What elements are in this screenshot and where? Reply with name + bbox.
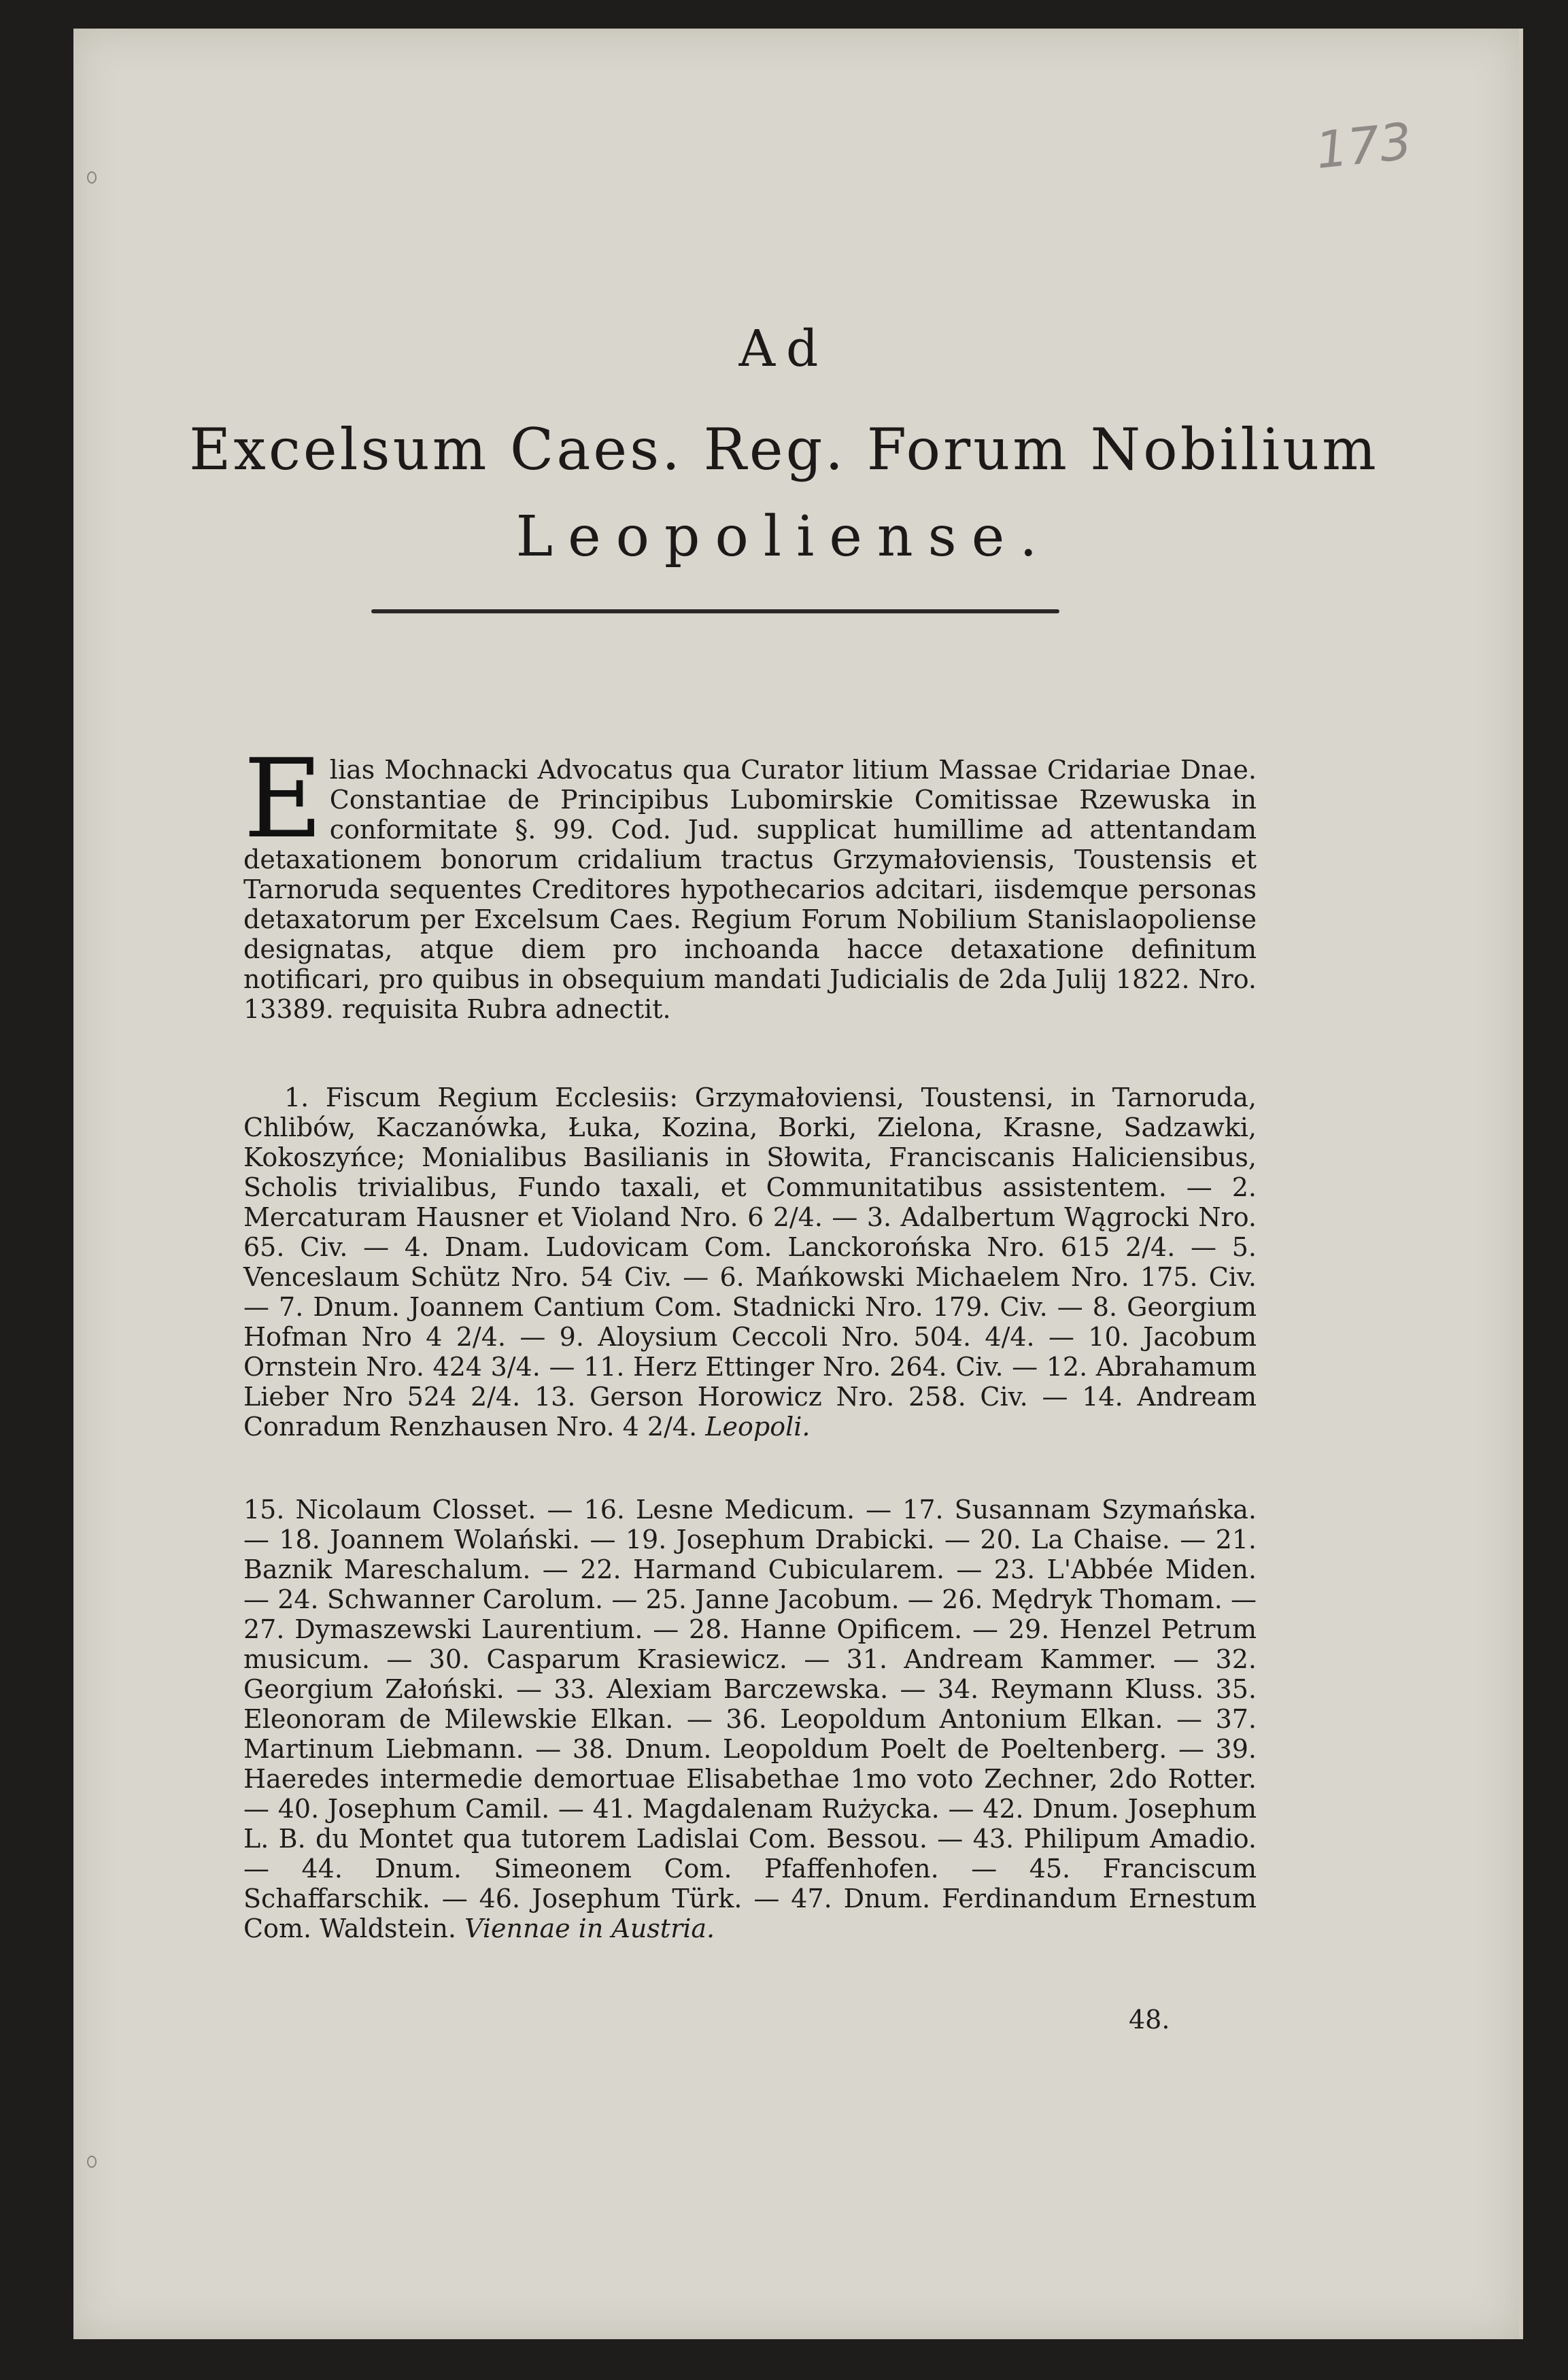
- title-line-1: Ad: [738, 320, 830, 378]
- creditor-list-text: 15. Nicolaum Closset. — 16. Lesne Medicum. — 17. Susannam Szymańska. — 18. Joannem Wolański. — 19. Josephum Drabicki. — 20. La Chaise. — 21. Baznik Mareschalum. — 22. Harmand Cubicularem. — 23. L'Abbée Miden. — 24. Schwanner Carolum. — 25. Janne Jacobum. — 26. Mędryk Thomam. — 27. Dymaszewski Laurentium. — 28. Hanne Opificem. — 29. Henzel Petrum musicum. — 30. Casparum Krasiewicz. — 31. Andream Kammer. — 32. Georgium Załoński. — 33. Alexiam Barczewska. — 34. Reymann Kluss. 35. Eleonoram de Milewskie Elkan. — 36. Leopoldum Antonium Elkan. — 37. Martinum Liebmann. — 38. Dnum. Leopoldum Poelt de Poeltenberg. — 39. Haeredes intermedie demortuae Elisabethae 1mo voto Zechner, 2do Rotter. — 40. Josephum Camil. — 41. Magdalenam Rużycka. — 42. Dnum. Josephum L. B. du Montet qua tutorem Ladislai Com. Bessou. — 43. Philipum Amadio. — 44. Dnum. Simeonem Com. Pfaffenhofen. — 45. Franciscum Schaffarschik. — 46. Josephum Türk. — 47. Dnum. Ferdinandum Ernestum Com. Waldstein.: [243, 1495, 1257, 1943]
- folio-number: 173: [1312, 112, 1415, 181]
- place-label: Leopoli.: [705, 1412, 811, 1442]
- creditor-list-vienna: [243, 1495, 1257, 1943]
- page-number: 48.: [1129, 2005, 1170, 2035]
- place-label: Viennae in Austria.: [464, 1914, 715, 1943]
- title-line-3: Leopoliense.: [515, 505, 1053, 569]
- creditor-list-leopoli: [243, 1083, 1257, 1442]
- binding-hole: [87, 171, 97, 184]
- intro-text: lias Mochnacki Advocatus qua Curator litium Massae Cridariae Dnae. Constantiae de Principibus Lubomirskie Comitissae Rzewuska in conformitate §. 99. Cod. Jud. supplicat humillime ad attentandam detaxationem bonorum cridalium tractus Grzymałoviensis, Toustensis et Tarnoruda sequentes Creditores hypothecarios adcitari, iisdemque personas detaxatorum per Excelsum Caes. Regium Forum Nobilium Stanislaopoliense designatas, atque diem pro inchoanda hacce detaxatione definitum notificari, pro quibus in obsequium mandati Judicialis de 2da Julij 1822. Nro. 13389. requisita Rubra adnectit.: [243, 755, 1257, 1024]
- title-divider: [371, 609, 1059, 613]
- title-line-2: Excelsum Caes. Reg. Forum Nobilium: [189, 416, 1379, 483]
- binding-hole: [87, 2156, 97, 2168]
- drop-cap: E: [243, 735, 323, 862]
- intro-paragraph: [243, 735, 1257, 1024]
- creditor-list-text: 1. Fiscum Regium Ecclesiis: Grzymałoviensi, Toustensi, in Tarnoruda, Chlibów, Kaczanówka, Łuka, Kozina, Borki, Zielona, Krasne, Sadzawki, Kokoszyńce; Monialibus Basilianis in Słowita, Franciscanis Haliciensibus, Scholis trivialibus, Fundo taxali, et Communitatibus assistentem. — 2. Mercaturam Hausner et Violand Nro. 6 2/4. — 3. Adalbertum Wągrocki Nro. 65. Civ. — 4. Dnam. Ludovicam Com. Lanckorońska Nro. 615 2/4. — 5. Venceslaum Schütz Nro. 54 Civ. — 6. Mańkowski Michaelem Nro. 175. Civ. — 7. Dnum. Joannem Cantium Com. Stadnicki Nro. 179. Civ. — 8. Georgium Hofman Nro 4 2/4. — 9. Aloysium Ceccoli Nro. 504. 4/4. — 10. Jacobum Ornstein Nro. 424 3/4. — 11. Herz Ettinger Nro. 264. Civ. — 12. Abrahamum Lieber Nro 524 2/4. 13. Gerson Horowicz Nro. 258. Civ. — 14. Andream Conradum Renzhausen Nro. 4 2/4.: [243, 1083, 1257, 1442]
